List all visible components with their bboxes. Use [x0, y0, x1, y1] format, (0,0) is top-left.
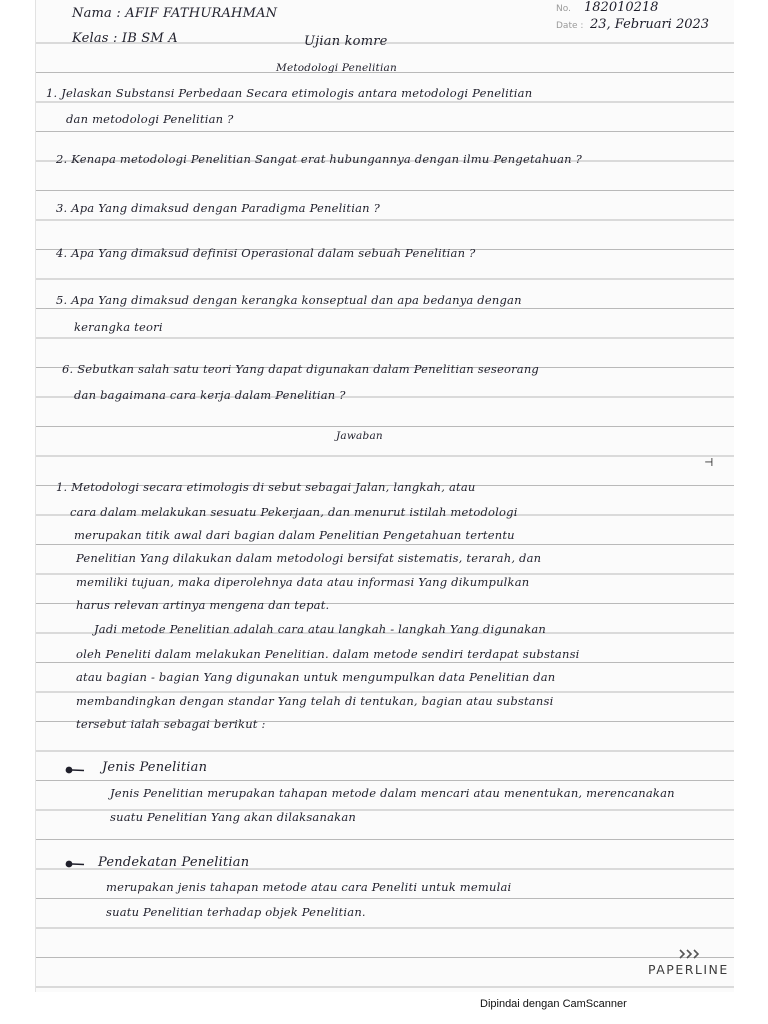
paperline-wordmark: PAPERLINE	[648, 962, 729, 977]
answer-p2-line-3: atau bagian - bagian Yang digunakan untuk mengumpulkan data Penelitian dan	[76, 670, 556, 684]
answer-heading: Jawaban	[336, 430, 383, 442]
question-3-line-1: 3. Apa Yang dimaksud dengan Paradigma Penelitian ?	[56, 201, 380, 215]
answer-p1-line-3: merupakan titik awal dari bagian dalam Penelitian Pengetahuan tertentu	[74, 528, 515, 542]
date-field	[556, 17, 756, 37]
question-4-line-1: 4. Apa Yang dimaksud definisi Operasional dalam sebuah Penelitian ?	[56, 246, 476, 260]
question-1-line-2: dan metodologi Penelitian ?	[66, 112, 234, 126]
exam-title: Ujian komre	[304, 34, 388, 49]
bullet-1-line-1: Jenis Penelitian merupakan tahapan metode dalam mencari atau menentukan, merencanakan	[110, 786, 675, 800]
answer-p2-line-2: oleh Peneliti dalam melakukan Penelitian. dalam metode sendiri terdapat substansi	[76, 647, 580, 661]
notebook-page	[36, 0, 734, 992]
answer-p1-line-1: 1. Metodologi secara etimologis di sebut sebagai Jalan, langkah, atau	[56, 480, 476, 494]
bullet-2-title: Pendekatan Penelitian	[98, 855, 250, 870]
bullet-2-line-2: suatu Penelitian terhadap objek Penelitian.	[106, 905, 366, 919]
bullet-icon	[64, 764, 86, 776]
scan-footer: Dipindai dengan CamScanner	[480, 998, 627, 1010]
student-class: Kelas : IB SM A	[72, 31, 178, 46]
date-value: 23, Februari 2023	[590, 17, 710, 32]
number-value: 182010218	[584, 0, 659, 15]
answer-p1-line-5: memiliki tujuan, maka diperolehnya data atau informasi Yang dikumpulkan	[76, 575, 530, 589]
bullet-1-line-2: suatu Penelitian Yang akan dilaksanakan	[110, 810, 356, 824]
answer-p2-line-1: Jadi metode Penelitian adalah cara atau langkah - langkah Yang digunakan	[94, 622, 547, 636]
answer-p1-line-4: Penelitian Yang dilakukan dalam metodologi bersifat sistematis, terarah, dan	[76, 551, 542, 565]
answer-p2-line-5: tersebut ialah sebagai berikut :	[76, 717, 266, 731]
paperline-logo	[640, 948, 750, 984]
subject-title: Metodologi Penelitian	[276, 62, 397, 74]
bullet-icon	[64, 858, 86, 870]
number-label: No.	[556, 4, 571, 14]
brand-chevrons-icon	[678, 948, 704, 960]
question-1-line-1: 1. Jelaskan Substansi Perbedaan Secara etimologis antara metodologi Penelitian	[46, 86, 533, 100]
date-label: Date :	[556, 21, 584, 31]
answer-p2-line-4: membandingkan dengan standar Yang telah di tentukan, bagian atau substansi	[76, 694, 554, 708]
question-2-line-1: 2. Kenapa metodologi Penelitian Sangat erat hubungannya dengan ilmu Pengetahuan ?	[56, 152, 582, 166]
bullet-2-line-1: merupakan jenis tahapan metode atau cara Peneliti untuk memulai	[106, 880, 512, 894]
question-5-line-1: 5. Apa Yang dimaksud dengan kerangka konseptual dan apa bedanya dengan	[56, 293, 522, 307]
question-6-line-2: dan bagaimana cara kerja dalam Penelitian ?	[74, 388, 346, 402]
question-6-line-1: 6. Sebutkan salah satu teori Yang dapat digunakan dalam Penelitian seseorang	[62, 362, 539, 376]
answer-p1-line-6: harus relevan artinya mengena dan tepat.	[76, 598, 330, 612]
student-name: Nama : AFIF FATHURAHMAN	[72, 6, 278, 21]
question-5-line-2: kerangka teori	[74, 320, 163, 334]
bullet-1-title: Jenis Penelitian	[102, 760, 208, 775]
answer-p1-line-2: cara dalam melakukan sesuatu Pekerjaan, dan menurut istilah metodologi	[70, 505, 518, 519]
margin-mark: ⊣	[704, 456, 714, 469]
